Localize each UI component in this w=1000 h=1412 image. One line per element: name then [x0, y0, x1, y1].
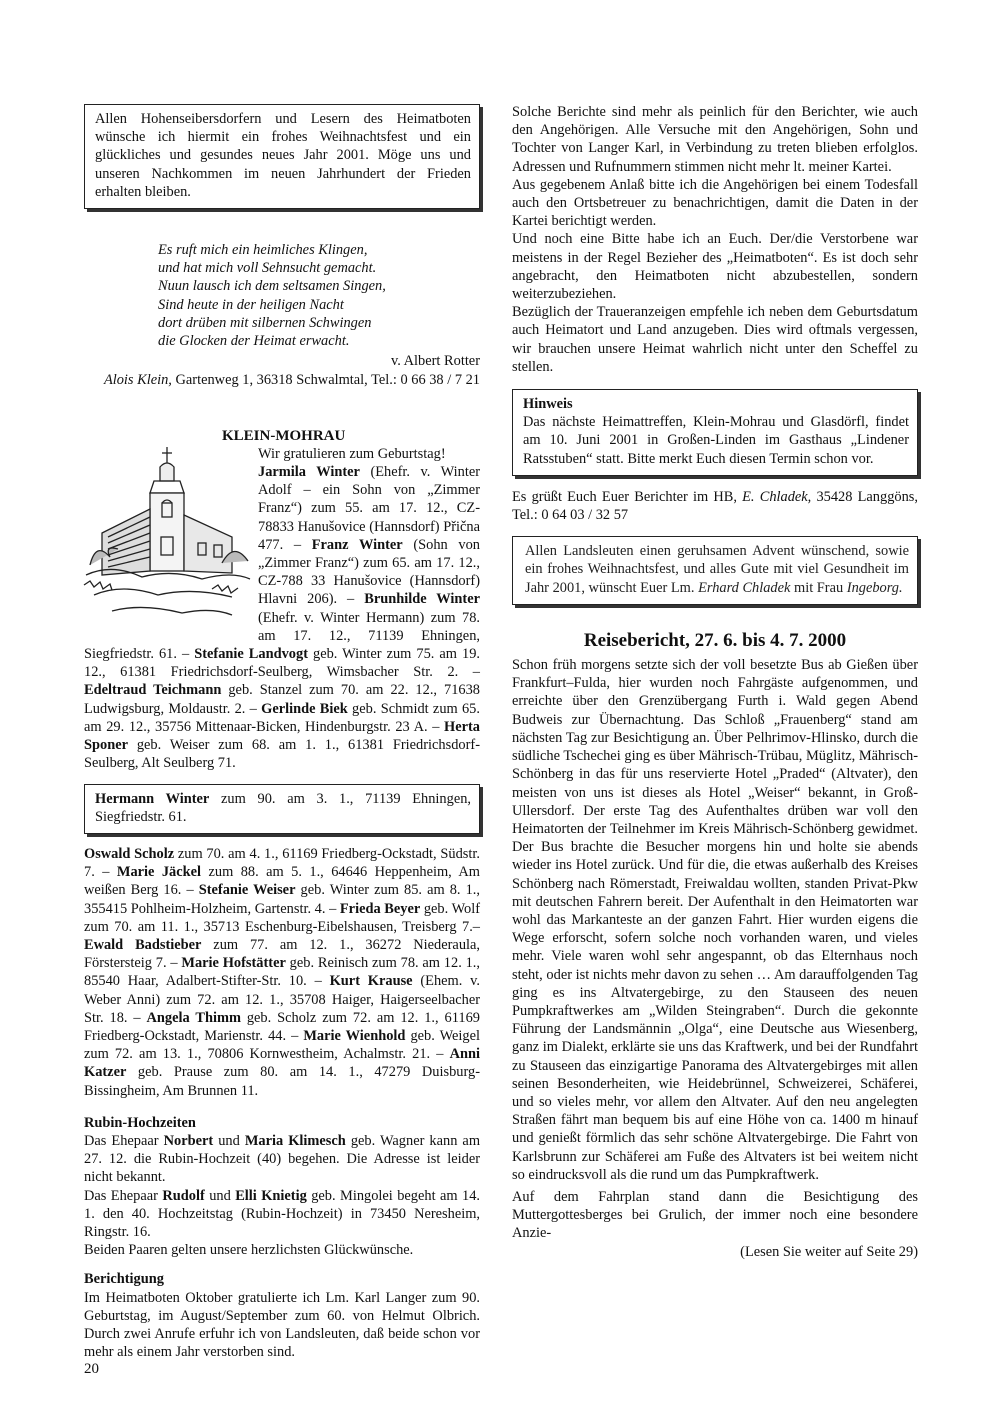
article-paragraph: Auf dem Fahrplan stand dann die Besichtigung des Muttergottesberges bei Grulich, der immer noch eine besondere Anzie- — [512, 1188, 918, 1242]
rubin-section — [84, 1114, 480, 1260]
rubin-paragraph: Beiden Paaren gelten unsere herzlichsten Glückwünsche. — [84, 1242, 414, 1259]
greeting-box — [84, 104, 480, 209]
section-title: Rubin-Hochzeiten — [84, 1114, 196, 1131]
berichtigung-text: Im Heimatboten Oktober gratulierte ich Lm. Karl Langer zum 90. Geburtstag, im August/September zum 60. von Helmut Olbrich. Durch zwei Anrufe erfuhr ich von Landsleuten, daß beide schon vor mehr als einem Jahr verstorben sind. — [84, 1289, 480, 1361]
poem-line: Es ruft mich ein heimliches Klingen, — [158, 242, 368, 259]
poem — [158, 241, 480, 350]
klein-mohrau-section — [84, 427, 480, 773]
section-title: Hinweis — [523, 396, 573, 413]
greeting-text: Allen Hohenseibersdorfern und Lesern des Heimatboten wünsche ich hiermit ein frohes Weihnachtsfest und ein glückliches und gesundes neues Jahr 2001. Möge uns und unseren Nachkommen im neuen Jahrhundert der Frieden erhalten bleiben. — [95, 111, 471, 200]
paragraph: Und noch eine Bitte habe ich an Euch. Der/die Verstorbene war meistens in der Regel Bezieher des „Heimatboten“. Es ist doch sehr angebracht, den Heimatboten nicht abzubestellen, sondern weiterzubeziehen. — [512, 231, 918, 303]
author-name: E. Chladek, — [742, 488, 812, 505]
paragraph: Solche Berichte sind mehr als peinlich für den Berichter, wie auch den Angehörigen. Alle Versuche mit den Angehörigen, Sohn und Tochter von Langer Karl, in Verbindung zu treten blieben erfolglos. Adressen und Rufnummern stimmen nicht mehr lt. meiner Kartei. — [512, 104, 918, 175]
birthday-list-klein-mohrau: Wir gratulieren zum Geburtstag! Jarmila Winter (Ehefr. v. Winter Adolf – ein Sohn von „Zimmer Franz“) zum 55. am 17. 12., CZ-78833 Hanušovice (Hannsdorf) Přična 477. – Franz Winter (Sohn von „Zimmer Franz“) zum 65. am 17. 12., CZ-788 33 Hanušovice (Hannsdorf) Hlavni 206). – Brunhilde Winter (Ehefr. v. Winter Hermann) zum 78. am 17. 12., 71139 Ehningen, Siegfriedstr. 61. – Stefanie Landvogt geb. Winter zum 75. am 19. 12., 61381 Friedrichsdorf-Seulberg, Wimsbacher Str. 2. – Edeltraud Teichmann geb. Stanzel zum 70. am 22. 12., 71638 Ludwigsburg, Moldaustr. 2. – Gerlinde Biek geb. Schmidt zum 65. am 29. 12., 35756 Mittenaar-Bicken, Hindenburgstr. 23 A. – Herta Sponer geb. Weiser zum 68. am 1. 1., 61381 Friedrichsdorf-Seulberg, Alt Seulberg 71. — [84, 445, 480, 772]
berichtigung-section — [84, 1270, 480, 1361]
church-illustration — [82, 445, 254, 635]
rubin-paragraph: Das Ehepaar Norbert und Maria Klimesch geb. Wagner kann am 27. 12. die Rubin-Hochzeit (40) begehen. Die Adresse ist leider nicht bekannt. — [84, 1132, 481, 1186]
person-name: Jarmila Winter — [258, 464, 360, 481]
contact-address: Gartenweg 1, 36318 Schwalmtal, Tel.: 0 66 38 / 7 21 — [171, 372, 480, 389]
poem-line: Nuun lausch ich dem seltsamen Singen, — [158, 278, 386, 295]
person-name: Herta Sponer — [84, 718, 480, 754]
hinweis-text: Das nächste Heimattreffen, Klein-Mohrau und Glasdörfl, findet am 10. Juni 2001 in Großen-Linden im Gasthaus „Lindener Ratsstuben“ statt. Bitte merkt Euch diesen Termin schon vor. — [523, 414, 909, 467]
left-column — [84, 104, 480, 1361]
poem-line: und hat mich voll Sehnsucht gemacht. — [158, 260, 377, 277]
section-title: KLEIN-MOHRAU — [222, 427, 346, 444]
article-title: Reisebericht, 27. 6. bis 4. 7. 2000 — [583, 629, 847, 651]
intro-line: Wir gratulieren zum Geburtstag! — [258, 445, 446, 462]
poem-line: Sind heute in der heiligen Nacht — [158, 296, 344, 313]
page-number: 20 — [84, 1361, 99, 1377]
paragraph: Bezüglich der Traueranzeigen empfehle ich neben dem Geburtsdatum auch Heimatort und Land anzugeben. Dies wird oftmals vergessen, wir brauchen unsere Heimat wahrlich nicht unter den Scheffel zu stellen. — [512, 304, 918, 375]
person-name: Franz Winter — [311, 536, 403, 553]
poem-line: dort drüben mit silbernen Schwingen — [158, 314, 372, 331]
person-name: Edeltraud Teichmann — [84, 682, 222, 699]
section-title: Berichtigung — [84, 1271, 164, 1288]
right-column — [512, 103, 918, 1261]
person-name: Hermann Winter — [95, 790, 210, 807]
advent-greeting-box: Allen Landsleuten einen geruhsamen Advent wünschend, sowie ein frohes Weihnachtsfest, und alles Gute mit viel Gesundheit im Jahr 2001, wünscht Euer Lm. Erhard Chladek mit Frau Ingeborg. — [512, 536, 918, 605]
birthday-list: Oswald Scholz zum 70. am 4. 1., 61169 Friedberg-Ockstadt, Südstr. 7. – Marie Jäckel zum 88. am 5. 1., 64646 Heppenheim, Am weißen Berg 16. – Stefanie Weiser geb. Winter zum 85. am 8. 1., 355415 Pohlheim-Holzheim, Gartenstr. 4. – Frieda Beyer geb. Wolf zum 70. am 11. 1., 35713 Eschenburg-Eibelshausen, Treisberg 7.– Ewald Badstieber zum 77. am 12. 1., 36272 Niederaula, Förstersteig 7. – Marie Hofstätter geb. Reinisch zum 78. am 12. 1., 85540 Haar, Adalbert-Stifter-Str. 10. – Kurt Krause (Ehem. v. Weber Anni) zum 72. am 12. 1., 35708 Haiger, Haigerseelbacher Str. 18. – Angela Thimm geb. Scholz zum 72. am 12. 1., 61169 Friedberg-Ockstadt, Marienstr. 44. – Marie Wienhold geb. Weigel zum 72. am 13. 1., 70806 Kornwestheim, Achalmstr. 21. – Anni Katzer geb. Prause zum 80. am 14. 1., 47279 Duisburg-Bissingheim, Am Brunnen 11. — [84, 845, 481, 1099]
hinweis-box — [512, 389, 918, 476]
signature-line: Es grüßt Euch Euer Berichter im HB, E. Chladek, 35428 Langgöns, Tel.: 0 64 03 / 32 57 — [512, 488, 918, 524]
contact-line — [84, 371, 480, 389]
person-name: Brunhilde Winter — [364, 591, 480, 608]
poem-line: die Glocken der Heimat erwacht. — [158, 333, 350, 350]
person-name: Stefanie Landvogt — [194, 646, 308, 663]
poem-author: v. Albert Rotter — [391, 353, 480, 370]
hermann-winter-box: Hermann Winter zum 90. am 3. 1., 71139 Ehningen, Siegfriedstr. 61. — [84, 784, 480, 834]
paragraph: Aus gegebenem Anlaß bitte ich die Angehörigen bei einem Todesfall auch den Ortsbetreuer zu benachrichtigen, damit die Daten in der Kartei berichtigt werden. — [512, 176, 918, 230]
article-paragraph: Schon früh morgens setzte sich der voll besetzte Bus ab Gießen über Frankfurt–Fulda, hier wurden noch Fahrgäste aufgenommen, und erreichte über den Grenzübergang Furth i. Wald gegen Abend Budweis zur Übernachtung. Das Schloß „Frauenberg“ stand am nächsten Tag zur Besichtigung an. Über Pelhrimov-Hlinsko, durch die südliche Tschechei ging es über Mährisch-Trübau, Müglitz, Mährisch-Schönberg in das für uns reservierte Hotel „Praded“ (Altvater), den meisten von uns ist dieses als Hotel „Weiser“ bekannt, in Groß-Ullersdorf. Der erste Tag des Aufenthaltes drüben war voll den Heimatorten der Teilnehmer im Kreis Mährisch-Schönberg gewidmet. Der Bus brachte die Besucher morgens hin und holte sie abends wieder ins Hotel zurück. Und für die, die etwas außerhalb des Kreises Schönberg nach Römerstadt, Freiwaldau wollten, standen Privat-Pkw mit deutschen Fahrern bereit. Der Aufenthalt in den Heimatorten war wohl das Markanteste an der ganzen Fahrt. Hier wurden eigens die Wege erforscht, sofern solche noch vorhanden waren, und vieles mehr. Viele waren wohl sehr angespannt, ob das Elternhaus noch steht, oder ist nichts mehr davon zu sehen … Am darauffolgenden Tag ging es ins Altvatergebirge, zu den Stauseen des neuen Pumpkraftwerkes am „Wilden Steingraben“. Durch die gekonnte Führung der Landsmännin „Olga“, eine Deutsche aus Wiesenberg, ganz im Dialekt, erklärte sie uns das Kraftwerk, und bei der Rundfahrt zu Stauseen das einzigartige Panorama des Altvatergebirges mit allen seinen Besonderheiten, wie Heidebrünnel, Schweizerei, Schäferei, und so vieles mehr, vor allem den Altvater. Auf den neu angelegten Straßen fährt man bequem bis auf eine Höhe von ca. 1400 m hinauf und genießt förmlich das sehr schöne Altvatergebirge. Die Fahrt von Karlsbrunn zur Schäferei am Fuße des Altvaters ist bei weitem nicht so eindrucksvoll als die rund um das Pumpkraftwerk. — [512, 657, 918, 1183]
continued-note: (Lesen Sie weiter auf Seite 29) — [740, 1243, 918, 1260]
contact-name: Alois Klein, — [103, 372, 172, 389]
rubin-paragraph: Das Ehepaar Rudolf und Elli Knietig geb. Mingolei begeht am 14. 1. den 40. Hochzeitstag (Rubin-Hochzeit) in 73450 Neresheim, Ringstr. 16. — [84, 1187, 480, 1240]
person-name: Gerlinde Biek — [261, 700, 348, 717]
